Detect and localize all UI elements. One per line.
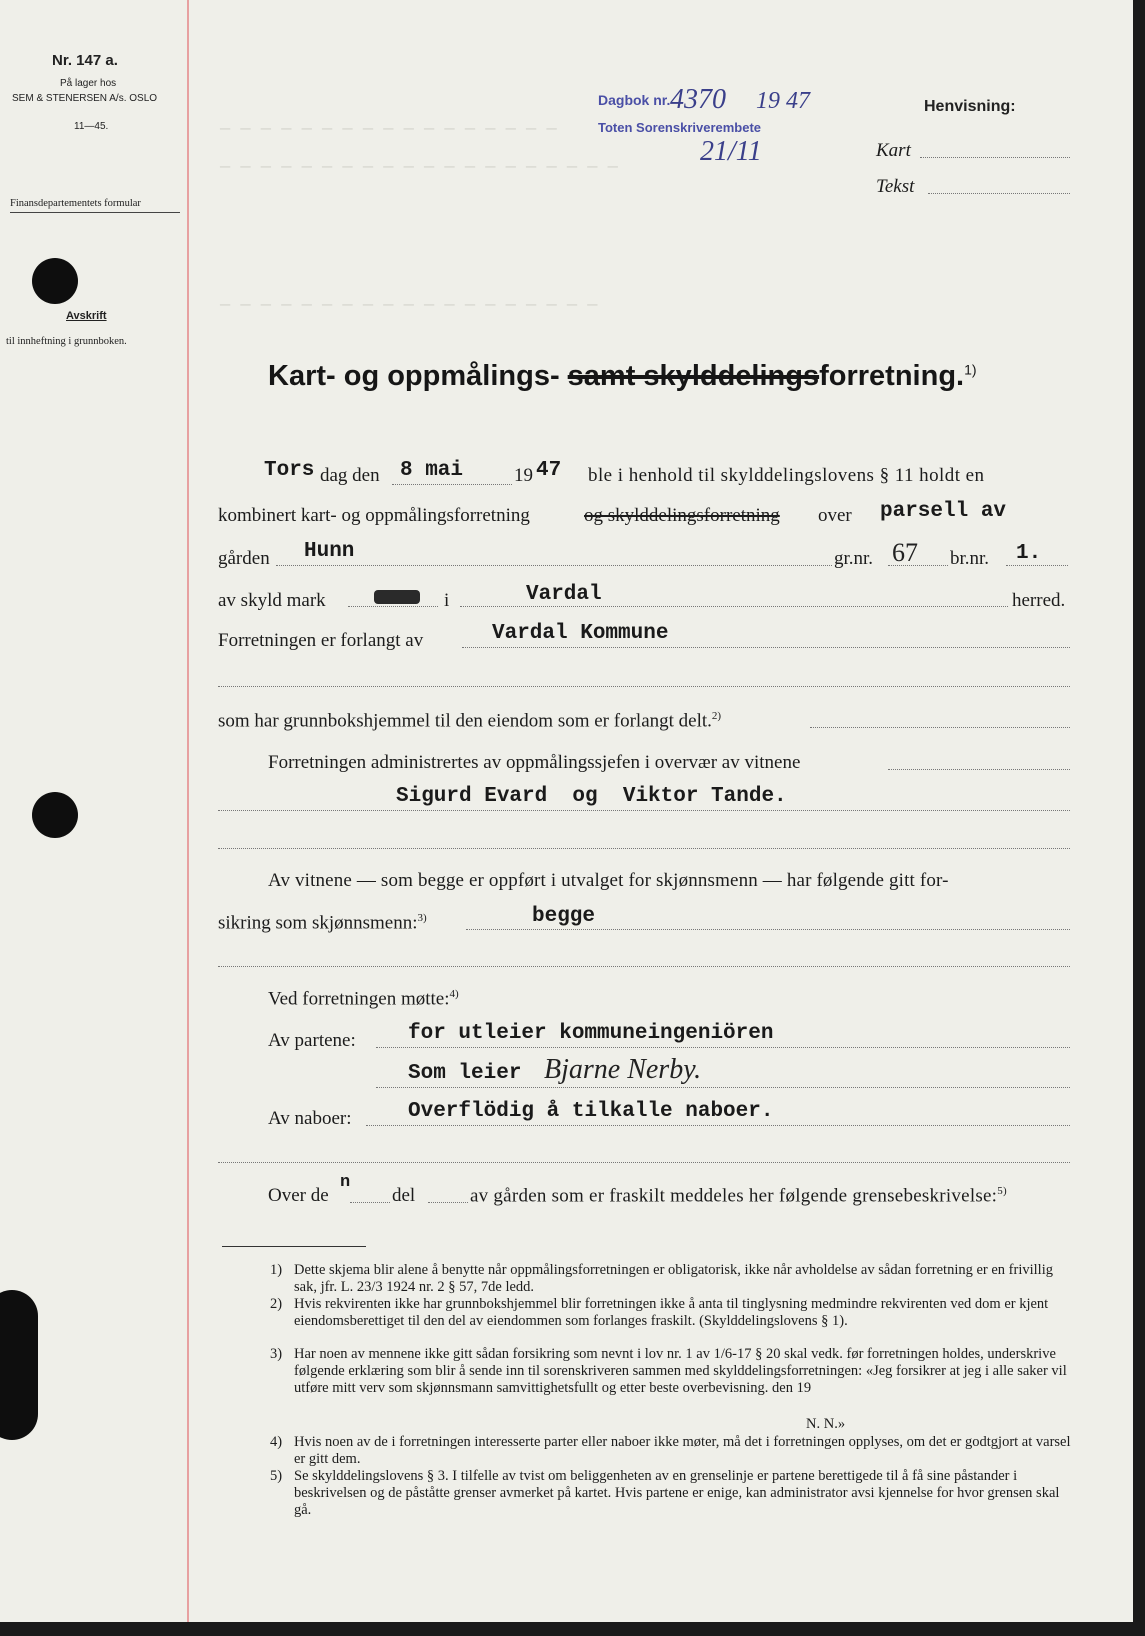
date-line [392,484,512,485]
herred-label: herred. [1012,590,1066,611]
footnote-2: 2) Hvis rekvirenten ikke har grunnbokshjemmel blir forretningen ikke å anta til tinglysning medmindre rekvirenten ved dom er kjent eiendomsberettiget til den del av eiendommen som forlanges fraskilt. (Skylddelingslovens § 1). [270,1296,1049,1329]
footnote-4: 4) Hvis noen av de i forretningen interesserte parter eller naboer ikke møter, må det i forretningen opplyses, om det er godtgjort at varsel er gitt dem. [270,1434,1071,1467]
journal-number: 4370 [670,84,726,115]
map-line [920,157,1070,158]
administered-line [888,769,1070,770]
requested-by-label: Forretningen er forlangt av [218,630,424,651]
form-issuer: Finansdepartementets formular [10,198,141,209]
text-label: Tekst [876,176,915,197]
neighbors-typed: Overflödig å tilkalle naboer. [408,1100,774,1123]
blank-line-4 [218,1162,1070,1163]
copy-label: Avskrift [66,310,107,322]
grnr-label: gr.nr. [834,548,874,569]
parties-line [376,1047,1070,1048]
title-footnote-ref: 1) [964,361,977,378]
issuer-underline [10,212,180,213]
parties-typed: for utleier kommuneingeniören [408,1022,774,1045]
brnr-typed: 1. [1016,542,1042,565]
journal-label: Dagbok nr. [598,92,671,108]
bleed-through-text: — — — — — — — — — — — — — — — — — [220,120,557,139]
witnesses-typed: Sigurd Evard og Viktor Tande. [396,785,787,808]
binder-hole-top [32,258,78,304]
binder-hole-middle [32,792,78,838]
parties-label: Av partene: [268,1030,356,1051]
grnr-value: 67 [892,538,918,567]
year-typed: 47 [536,459,562,482]
map-label: Kart [876,140,911,161]
witnesses-line [218,810,1070,811]
copy-purpose: til innheftning i grunnboken. [6,336,127,347]
parcel-typed: parsell av [880,500,1007,523]
printer-line-1: På lager hos [60,78,117,89]
blank-line-2 [218,848,1070,849]
footnote-5: 5) Se skylddelingslovens § 3. I tilfelle av tvist om beliggenheten av en grenselinje er partene berettigede til å få sine påstander i beskrivelsen og de påståtte grenser avmerket på kartet. Hvis partene er enige, kan administrator avsi kjennelse for hvor grensen skal gå. [270,1468,1060,1518]
over-label: Over de [268,1185,329,1206]
line2-text: kombinert kart- og oppmålingsforretning [218,505,530,526]
municipality-line [460,606,1008,607]
over-n-typed: n [340,1173,351,1192]
del-line [428,1202,468,1203]
administered-text: Forretningen administrertes av oppmålingssjefen i overvær av vitnene [268,752,801,773]
crossed-out-mark [374,590,420,604]
dag-den: dag den [320,465,380,486]
weekday-typed: Tors [264,459,315,482]
line1-rest: ble i henhold til skylddelingslovens § 11 holdt en [588,465,985,486]
blank-line-1 [218,686,1070,687]
year-prefix: 19 [514,465,533,486]
printer-line-2: SEM & STENERSEN A/s. OSLO [12,93,158,104]
assessor-line [466,929,1070,930]
land-register-text: som har grunnbokshjemmel til den eiendom som er forlangt delt.$^{2)}$ [218,710,722,732]
i-label: i [444,590,450,611]
grnr-line [888,565,948,566]
neighbors-line [366,1125,1070,1126]
reference-heading: Henvisning: [924,98,1016,115]
text-line [928,193,1070,194]
date-typed: 8 mai [400,459,464,482]
skyld-label: av skyld mark [218,590,326,611]
attended-label: Ved forretningen møtte:$^{4)}$ [268,988,459,1010]
margin-line [187,0,189,1622]
form-number: Nr. 147 a. [52,52,118,69]
footnote-separator [222,1246,366,1247]
title-part-2: forretning. [819,360,965,392]
journal-year: 19 47 [756,88,810,114]
blank-line-3 [218,966,1070,967]
over-line [350,1202,390,1203]
lessee-line [376,1087,1070,1088]
assessor-typed: begge [532,905,596,928]
lessee-handwritten: Bjarne Nerby. [544,1054,702,1085]
footnote-1: 1) Dette skjema blir alene å benytte når oppmålingsforretningen er obligatorisk, ikke når avholdelse av sådan forretning er en frivillig sak, jfr. L. 23/3 1924 nr. 2 § 57, 7de ledd. [270,1262,1053,1295]
footnote-3-signature: N. N.» [806,1416,846,1432]
stamp-date: 21/11 [700,136,762,167]
title-part-1: Kart- og oppmålings- [268,360,560,392]
farm-typed: Hunn [304,540,355,563]
binder-hole-bottom [0,1290,38,1440]
printer-date: 11—45. [74,121,109,132]
farm-line [276,565,832,566]
bleed-through-text: — — — — — — — — — — — — — — — — — — — [220,296,598,315]
farm-label: gården [218,548,270,569]
lessee-typed: Som leier [408,1062,522,1085]
neighbors-label: Av naboer: [268,1108,352,1129]
skyld-line [348,606,438,607]
assessor-label: sikring som skjønnsmenn:$^{3)}$ [218,912,427,934]
page-title [268,360,977,393]
boundary-text: av gården som er fraskilt meddeles her følgende grensebeskrivelse:$^{5)}$ [470,1185,1007,1207]
requested-by-typed: Vardal Kommune [492,622,669,645]
witness-assurance-text: Av vitnene — som begge er oppført i utvalget for skjønnsmenn — har følgende gitt for- [268,870,949,891]
bleed-through-text: — — — — — — — — — — — — — — — — — — — — [220,158,618,177]
title-struck: samt skylddelings [567,360,820,392]
del-label: del [392,1185,416,1206]
footnote-3: 3) Har noen av mennene ikke gitt sådan forsikring som nevnt i lov nr. 1 av 1/6-17 § 20 skal vedk. før forretningen holdes, underskrive følgende erklæring som blir å sende inn til sorenskriveren sammen med skylddelingsforretningen: «Jeg forsikrer at jeg i alle saker vil utføre mitt verv som skjønnsmann samvittighetsfullt og etter beste overbevisning. den 19 [270,1346,1067,1396]
municipality-typed: Vardal [526,583,602,606]
requested-by-line [462,647,1070,648]
brnr-line [1006,565,1068,566]
brnr-label: br.nr. [950,548,990,569]
office-stamp: Toten Sorenskriverembete [598,120,762,135]
land-register-line [810,727,1070,728]
line2-over: over [818,505,852,526]
line2-struck: og skylddelingsforretning [584,505,780,526]
